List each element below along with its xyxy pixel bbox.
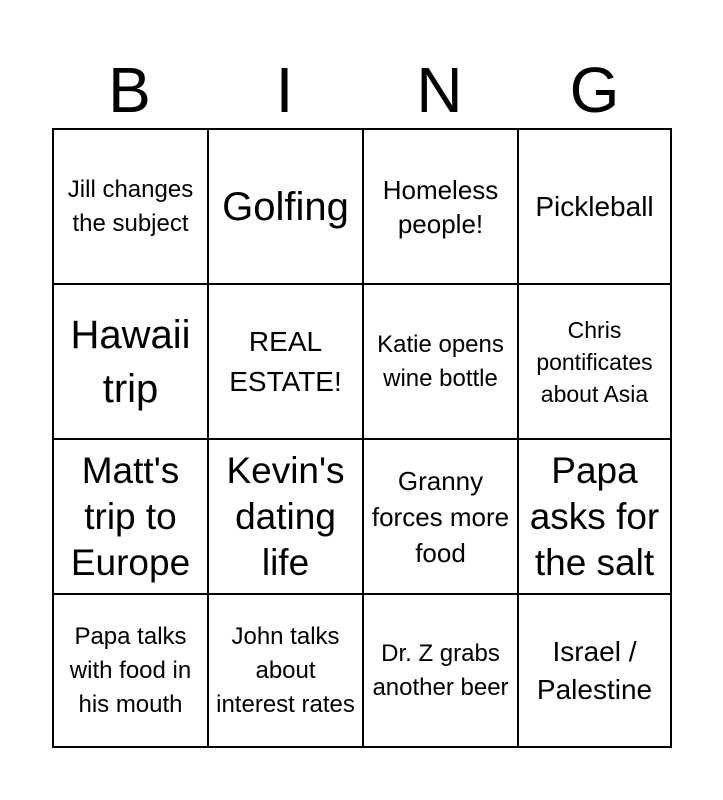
cell-text: Golfing (222, 184, 349, 229)
cell-text: Granny forces more food (371, 465, 510, 568)
cell-text: Papa talks with food in his mouth (69, 622, 192, 718)
bingo-header (52, 52, 672, 128)
cell-text: Pickleball (535, 190, 654, 222)
bingo-cell[interactable] (52, 283, 207, 438)
bingo-cell[interactable] (52, 593, 207, 748)
bingo-cell[interactable] (52, 128, 207, 283)
bingo-cell[interactable] (52, 438, 207, 593)
header-letter-g: G (569, 54, 620, 126)
cell-text: Katie opens wine bottle (377, 330, 504, 392)
bingo-cell[interactable] (207, 128, 362, 283)
cell-text: Hawaii trip (70, 312, 191, 411)
bingo-cell[interactable] (517, 438, 672, 593)
cell-text: Jill changes the subject (67, 175, 194, 237)
bingo-cell[interactable] (362, 593, 517, 748)
bingo-cell[interactable] (207, 438, 362, 593)
bingo-cell[interactable] (362, 128, 517, 283)
cell-text: John talks about interest rates (216, 622, 355, 718)
bingo-cell[interactable] (207, 283, 362, 438)
bingo-board (52, 128, 672, 748)
cell-text: Chris pontificates about Asia (536, 316, 653, 407)
cell-text: Israel / Palestine (536, 635, 653, 705)
bingo-cell[interactable] (517, 283, 672, 438)
bingo-cell[interactable] (207, 593, 362, 748)
header-letter-n: N (416, 54, 463, 126)
bingo-cell[interactable] (362, 283, 517, 438)
cell-text: Papa asks for the salt (529, 449, 660, 583)
cell-text: Homeless people! (382, 174, 499, 239)
bingo-cell[interactable] (362, 438, 517, 593)
header-letter-i: I (275, 54, 294, 126)
bingo-cell[interactable] (517, 128, 672, 283)
cell-text: REAL ESTATE! (229, 325, 342, 397)
cell-text: Kevin's dating life (226, 449, 345, 583)
cell-text: Matt's trip to Europe (70, 449, 191, 583)
cell-text: Dr. Z grabs another beer (372, 639, 509, 701)
header-letter-b: B (108, 54, 151, 126)
bingo-cell[interactable] (517, 593, 672, 748)
